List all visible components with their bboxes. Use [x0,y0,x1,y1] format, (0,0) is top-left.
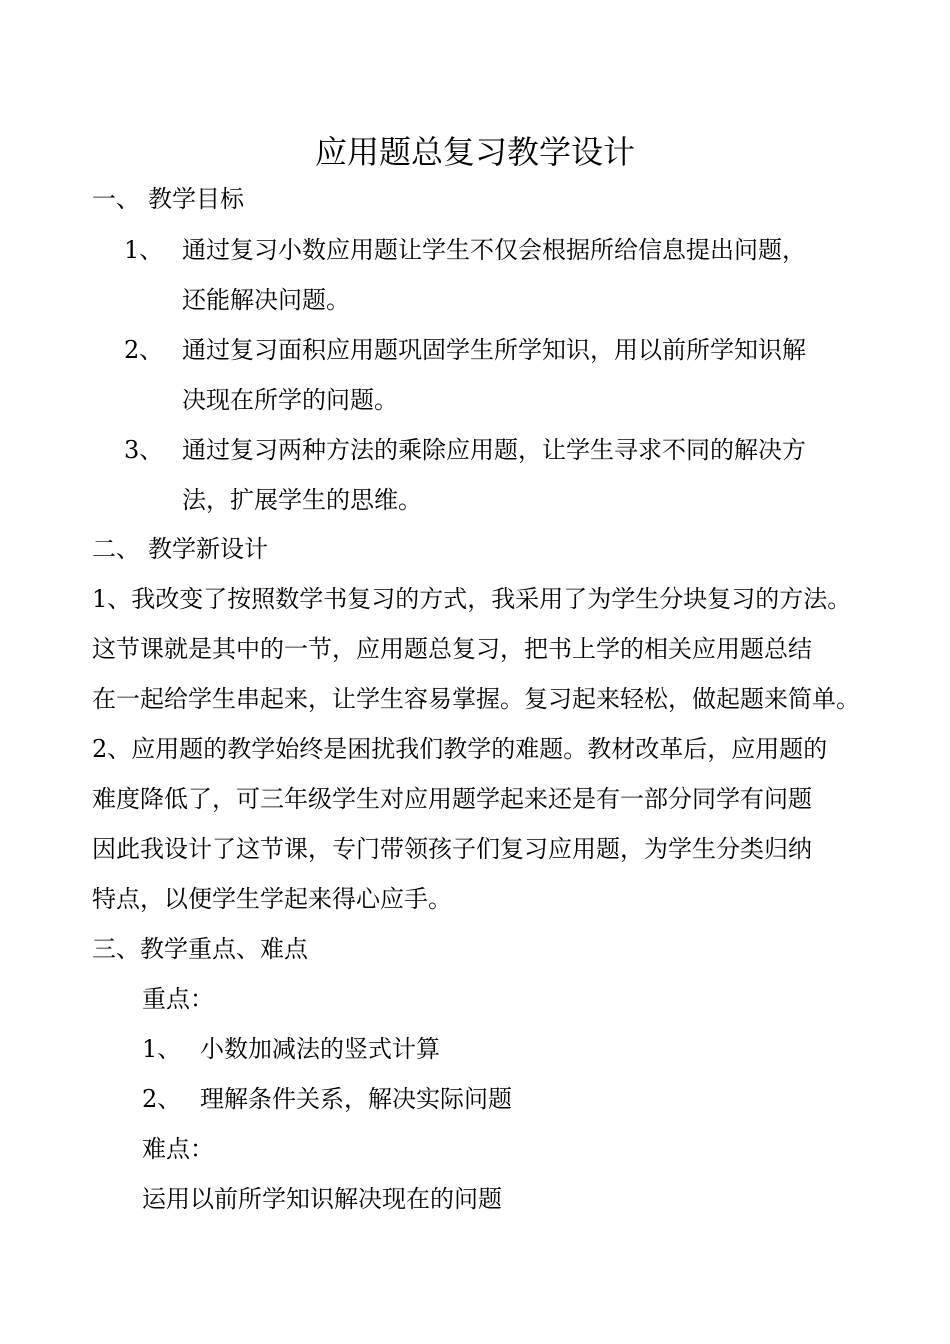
list-item-text: 小数加减法的竖式计算 [200,1035,440,1063]
difficulty-label: 难点： [142,1135,214,1163]
list-item-continuation: 还能解决问题。 [182,286,350,314]
list-item [124,235,806,265]
paragraph-line: 这节课就是其中的一节，应用题总复习，把书上学的相关应用题总结 [92,635,812,663]
document-title: 应用题总复习教学设计 [314,133,635,171]
paragraph-line: 1、我改变了按照数学书复习的方式，我采用了为学生分块复习的方法。 [92,585,852,613]
list-item-continuation: 法，扩展学生的思维。 [182,486,422,514]
paragraph-line: 难度降低了，可三年级学生对应用题学起来还是有一部分同学有问题 [92,785,812,813]
list-item [124,335,806,365]
section-title: 教学新设计 [148,535,268,563]
section-title: 教学目标 [148,185,244,213]
paragraph-line: 特点，以便学生学起来得心应手。 [92,885,452,913]
list-item-number: 2、 [142,1085,182,1113]
section-heading-objectives [92,184,244,214]
list-item-number: 1、 [142,1035,182,1063]
list-item [142,1084,512,1114]
paragraph-line: 因此我设计了这节课，专门带领孩子们复习应用题，为学生分类归纳 [92,835,812,863]
list-item-number: 1、 [124,236,164,264]
list-item-text: 通过复习小数应用题让学生不仅会根据所给信息提出问题， [182,236,806,264]
section-heading-key-points: 三、教学重点、难点 [92,935,308,963]
paragraph-line: 2、应用题的教学始终是困扰我们教学的难题。教材改革后，应用题的 [92,735,828,763]
list-item-continuation: 决现在所学的问题。 [182,386,398,414]
list-item-text: 通过复习两种方法的乘除应用题，让学生寻求不同的解决方 [182,436,806,464]
list-item-number: 3、 [124,436,164,464]
difficulty-text: 运用以前所学知识解决现在的问题 [142,1185,502,1213]
list-item-text: 通过复习面积应用题巩固学生所学知识，用以前所学知识解 [182,336,806,364]
list-item [124,435,806,465]
section-number: 二、 [92,535,140,563]
list-item-text: 理解条件关系，解决实际问题 [200,1085,512,1113]
paragraph-line: 在一起给学生串起来，让学生容易掌握。复习起来轻松，做起题来简单。 [92,685,860,713]
list-item [142,1034,440,1064]
list-item-number: 2、 [124,336,164,364]
key-points-label: 重点： [142,985,214,1013]
section-number: 一、 [92,185,140,213]
section-heading-new-design [92,534,268,564]
